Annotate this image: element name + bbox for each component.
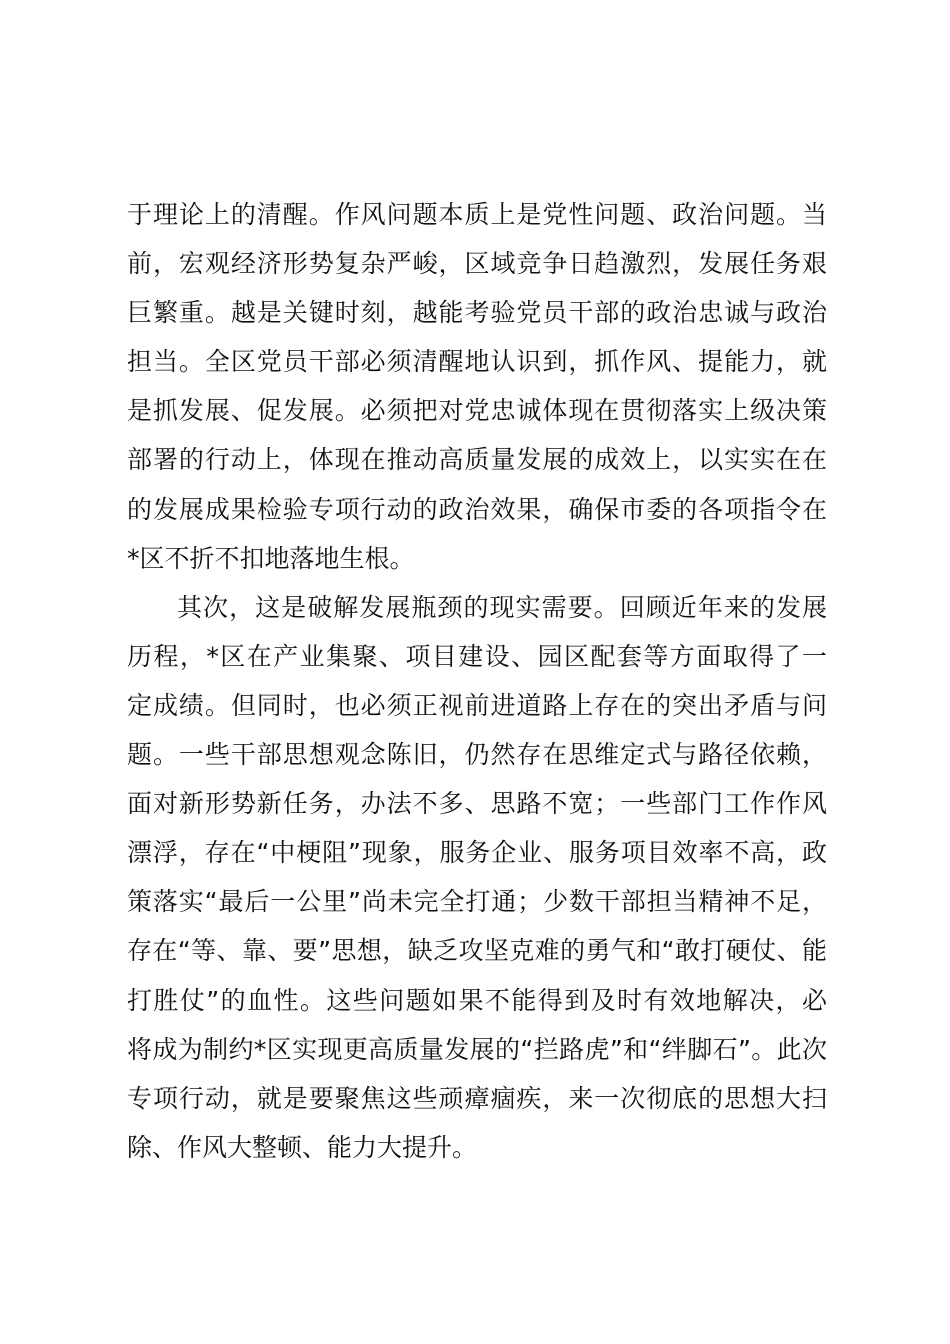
text-line: 担当。全区党员干部必须清醒地认识到，抓作风、提能力，就 bbox=[127, 347, 827, 377]
text-line: 部署的行动上，体现在推动高质量发展的成效上，以实实在在 bbox=[127, 445, 827, 475]
text-line: 面对新形势新任务，办法不多、思路不宽；一些部门工作作风 bbox=[127, 789, 827, 819]
text-line: 除、作风大整顿、能力大提升。 bbox=[127, 1132, 478, 1162]
paragraph-2 bbox=[127, 583, 827, 1172]
text-line: 的发展成果检验专项行动的政治效果，确保市委的各项指令在 bbox=[127, 494, 827, 524]
text-line: 打胜仗”的血性。这些问题如果不能得到及时有效地解决，必 bbox=[127, 985, 827, 1015]
text-line: 存在“等、靠、要”思想，缺乏攻坚克难的勇气和“敢打硬仗、能 bbox=[127, 936, 827, 966]
text-line: 其次，这是破解发展瓶颈的现实需要。回顾近年来的发展 bbox=[177, 592, 827, 622]
document-body bbox=[127, 190, 827, 1172]
text-line: 于理论上的清醒。作风问题本质上是党性问题、政治问题。当 bbox=[127, 200, 827, 229]
text-line: 前，宏观经济形势复杂严峻，区域竞争日趋激烈，发展任务艰 bbox=[127, 249, 827, 279]
text-line: 是抓发展、促发展。必须把对党忠诚体现在贯彻落实上级决策 bbox=[127, 396, 827, 426]
text-line: 漂浮，存在“中梗阻”现象，服务企业、服务项目效率不高，政 bbox=[127, 838, 827, 868]
text-line: 巨繁重。越是关键时刻，越能考验党员干部的政治忠诚与政治 bbox=[127, 298, 827, 328]
text-line: 将成为制约*区实现更高质量发展的“拦路虎”和“绊脚石”。此次 bbox=[127, 1034, 827, 1064]
text-line: 策落实“最后一公里”尚未完全打通；少数干部担当精神不足， bbox=[127, 887, 827, 917]
paragraph-1 bbox=[127, 190, 827, 583]
text-line: 题。一些干部思想观念陈旧，仍然存在思维定式与路径依赖， bbox=[127, 740, 827, 770]
text-line: 历程，*区在产业集聚、项目建设、园区配套等方面取得了一 bbox=[127, 641, 827, 671]
text-line: 专项行动，就是要聚焦这些顽瘴痼疾，来一次彻底的思想大扫 bbox=[127, 1083, 827, 1113]
text-line: 定成绩。但同时，也必须正视前进道路上存在的突出矛盾与问 bbox=[127, 690, 827, 720]
text-line: *区不折不扣地落地生根。 bbox=[127, 543, 415, 573]
